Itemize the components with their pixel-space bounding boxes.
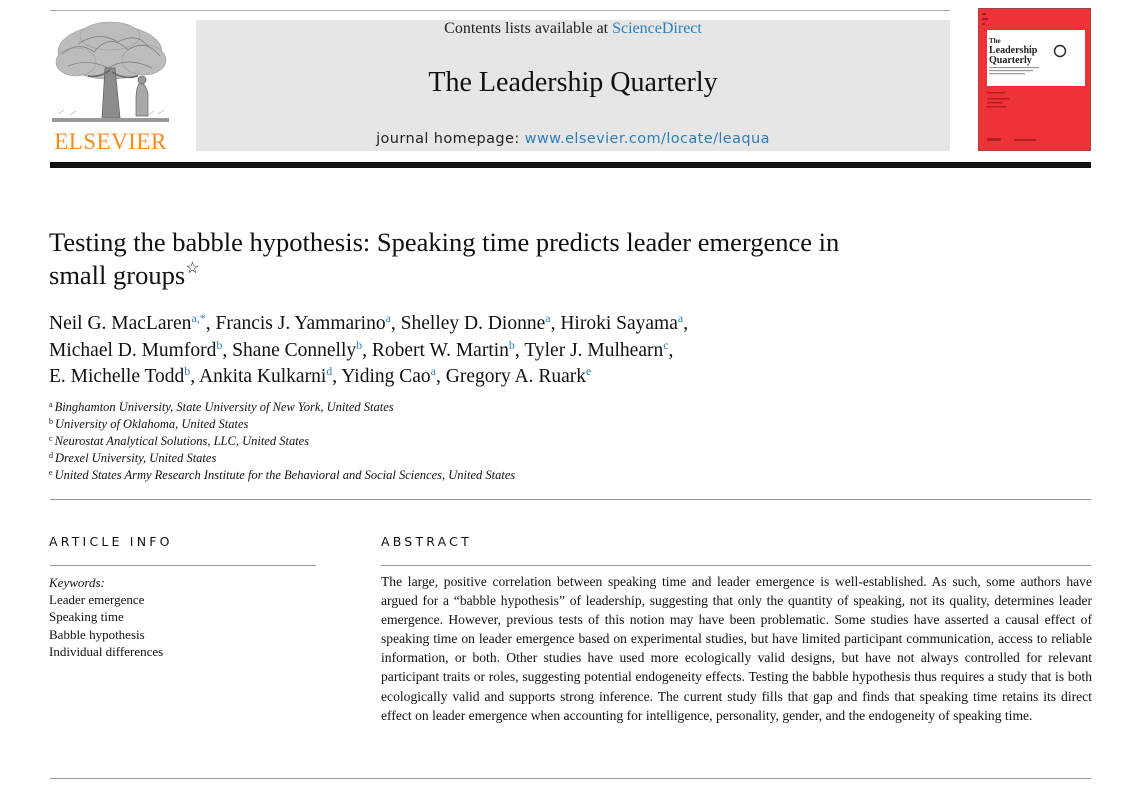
author-separator: ,: [514, 339, 525, 361]
affiliation-item: [49, 399, 849, 416]
sciencedirect-link[interactable]: ScienceDirect: [612, 20, 702, 37]
author-affiliation-mark[interactable]: a: [545, 311, 551, 325]
author-affiliation-mark[interactable]: d: [326, 364, 333, 378]
author-separator: ,: [190, 366, 199, 387]
author-separator: ,: [362, 339, 372, 361]
author-separator: ,: [205, 313, 216, 334]
article-info-rule: [50, 565, 316, 566]
article-title-line1: Testing the babble hypothesis: Speaking time predicts leader emergence in: [49, 227, 840, 257]
author-name[interactable]: Yiding Cao: [341, 366, 431, 387]
author-separator: ,: [668, 339, 674, 361]
author-separator: ,: [390, 313, 401, 334]
author-affiliation-mark[interactable]: a: [385, 311, 391, 325]
affiliation-item: [49, 450, 849, 467]
corresponding-author-mark[interactable]: *: [199, 311, 206, 325]
affiliation-item: [49, 416, 849, 433]
abstract-rule: [381, 565, 1091, 566]
affiliation-item: [49, 433, 849, 450]
author-separator: ,: [332, 366, 342, 387]
affiliation-key: c: [49, 434, 53, 443]
affiliation-item: [49, 467, 849, 484]
author-name[interactable]: Robert W. Martin: [371, 339, 509, 361]
affiliation-key: a: [49, 400, 53, 409]
cover-title-line1: The: [989, 37, 1001, 45]
publisher-name: ELSEVIER: [54, 129, 167, 154]
author-affiliation-mark[interactable]: b: [508, 337, 515, 352]
author-affiliation-mark[interactable]: a,: [191, 311, 200, 325]
keyword-item: Leader emergence: [49, 592, 145, 608]
title-footnote-mark[interactable]: ☆: [185, 260, 200, 277]
article-title-line2: small groups: [49, 260, 186, 290]
affiliation-key: b: [49, 417, 53, 426]
journal-title[interactable]: The Leadership Quarterly: [428, 67, 718, 98]
article-info-heading: ARTICLE INFO: [49, 534, 173, 549]
author-name[interactable]: Michael D. Mumford: [49, 339, 217, 361]
author-separator: ,: [222, 339, 233, 361]
author-name[interactable]: Hiroki Sayama: [560, 313, 678, 334]
affiliation-list: [49, 399, 849, 484]
journal-homepage-link[interactable]: www.elsevier.com/locate/leaqua: [524, 131, 770, 147]
author-name[interactable]: Tyler J. Mulhearn: [524, 339, 664, 361]
keyword-item: Babble hypothesis: [49, 626, 145, 642]
journal-banner: [196, 20, 950, 151]
bottom-rule: [50, 778, 1091, 779]
affiliation-key: d: [49, 451, 53, 460]
author-list: [49, 311, 909, 391]
abstract-heading: ABSTRACT: [381, 534, 472, 549]
contents-prefix: Contents lists available at: [444, 20, 613, 37]
author-affiliation-mark[interactable]: b: [184, 364, 191, 378]
affiliation-text: United States Army Research Institute for the Behavioral and Social Sciences, United States: [54, 468, 516, 482]
header-divider: [50, 162, 1091, 168]
cover-title-line3: Quarterly: [989, 55, 1032, 66]
elsevier-logo[interactable]: [48, 18, 173, 156]
author-separator: ,: [550, 313, 561, 334]
contents-line: [196, 20, 950, 38]
keyword-item: Speaking time: [49, 609, 124, 625]
tree-icon: [48, 18, 173, 128]
author-name[interactable]: Shelley D. Dionne: [400, 313, 546, 334]
author-name[interactable]: Neil G. MacLaren: [49, 313, 192, 334]
author-name[interactable]: E. Michelle Todd: [49, 366, 185, 387]
journal-cover-thumbnail[interactable]: [978, 8, 1091, 151]
top-rule: [50, 10, 950, 11]
author-name[interactable]: Ankita Kulkarni: [198, 366, 327, 387]
author-affiliation-mark[interactable]: b: [216, 337, 223, 352]
author-name[interactable]: Francis J. Yammarino: [215, 313, 386, 334]
affiliation-text: University of Oklahoma, United States: [55, 417, 249, 431]
homepage-prefix: journal homepage:: [376, 131, 525, 147]
affiliation-text: Drexel University, United States: [55, 451, 217, 465]
affiliation-key: e: [49, 468, 53, 477]
section-divider: [50, 499, 1091, 500]
affiliation-text: Binghamton University, State University of New York, United States: [54, 400, 394, 414]
article-title: [49, 226, 979, 292]
author-affiliation-mark[interactable]: c: [663, 337, 669, 352]
author-name[interactable]: Shane Connelly: [232, 339, 357, 361]
cover-title-line2: Leadership: [989, 45, 1038, 56]
keyword-item: Individual differences: [49, 643, 164, 659]
author-affiliation-mark[interactable]: b: [356, 337, 363, 352]
keywords-label: Keywords:: [49, 575, 105, 590]
homepage-line: [196, 131, 950, 147]
author-affiliation-mark[interactable]: e: [586, 364, 592, 378]
author-name[interactable]: Gregory A. Ruark: [445, 366, 587, 387]
keywords-block: [49, 574, 329, 660]
author-affiliation-mark[interactable]: a: [677, 311, 684, 325]
author-affiliation-mark[interactable]: a: [430, 364, 436, 378]
abstract-text: The large, positive correlation between speaking time and leader emergence is well-established. As such, some authors have argued for a “babble hypothesis” of leadership, suggesting that only the quantity of speaking, not its quality, determines leader emergence. However, previous tests of this notion may have been problematic. Some studies have asserted a causal effect of speaking time on leader emergence based on experimental studies, but have limited participant communication, access to reliable information, or both. Other studies have used more ecologically valid designs, but have not always controlled for relevant participant traits or roles, suggesting potential endogeneity effects. Testing the babble hypothesis thus requires a study that is both ecologically valid and supports strong inference. The current study fills that gap and finds that speaking time retains its direct effect on leader emergence when accounting for intelligence, personality, gender, and the endogeneity of speaking time.: [381, 574, 1092, 723]
affiliation-text: Neurostat Analytical Solutions, LLC, United States: [54, 434, 310, 448]
author-separator: ,: [436, 366, 446, 387]
author-separator: ,: [683, 313, 689, 334]
